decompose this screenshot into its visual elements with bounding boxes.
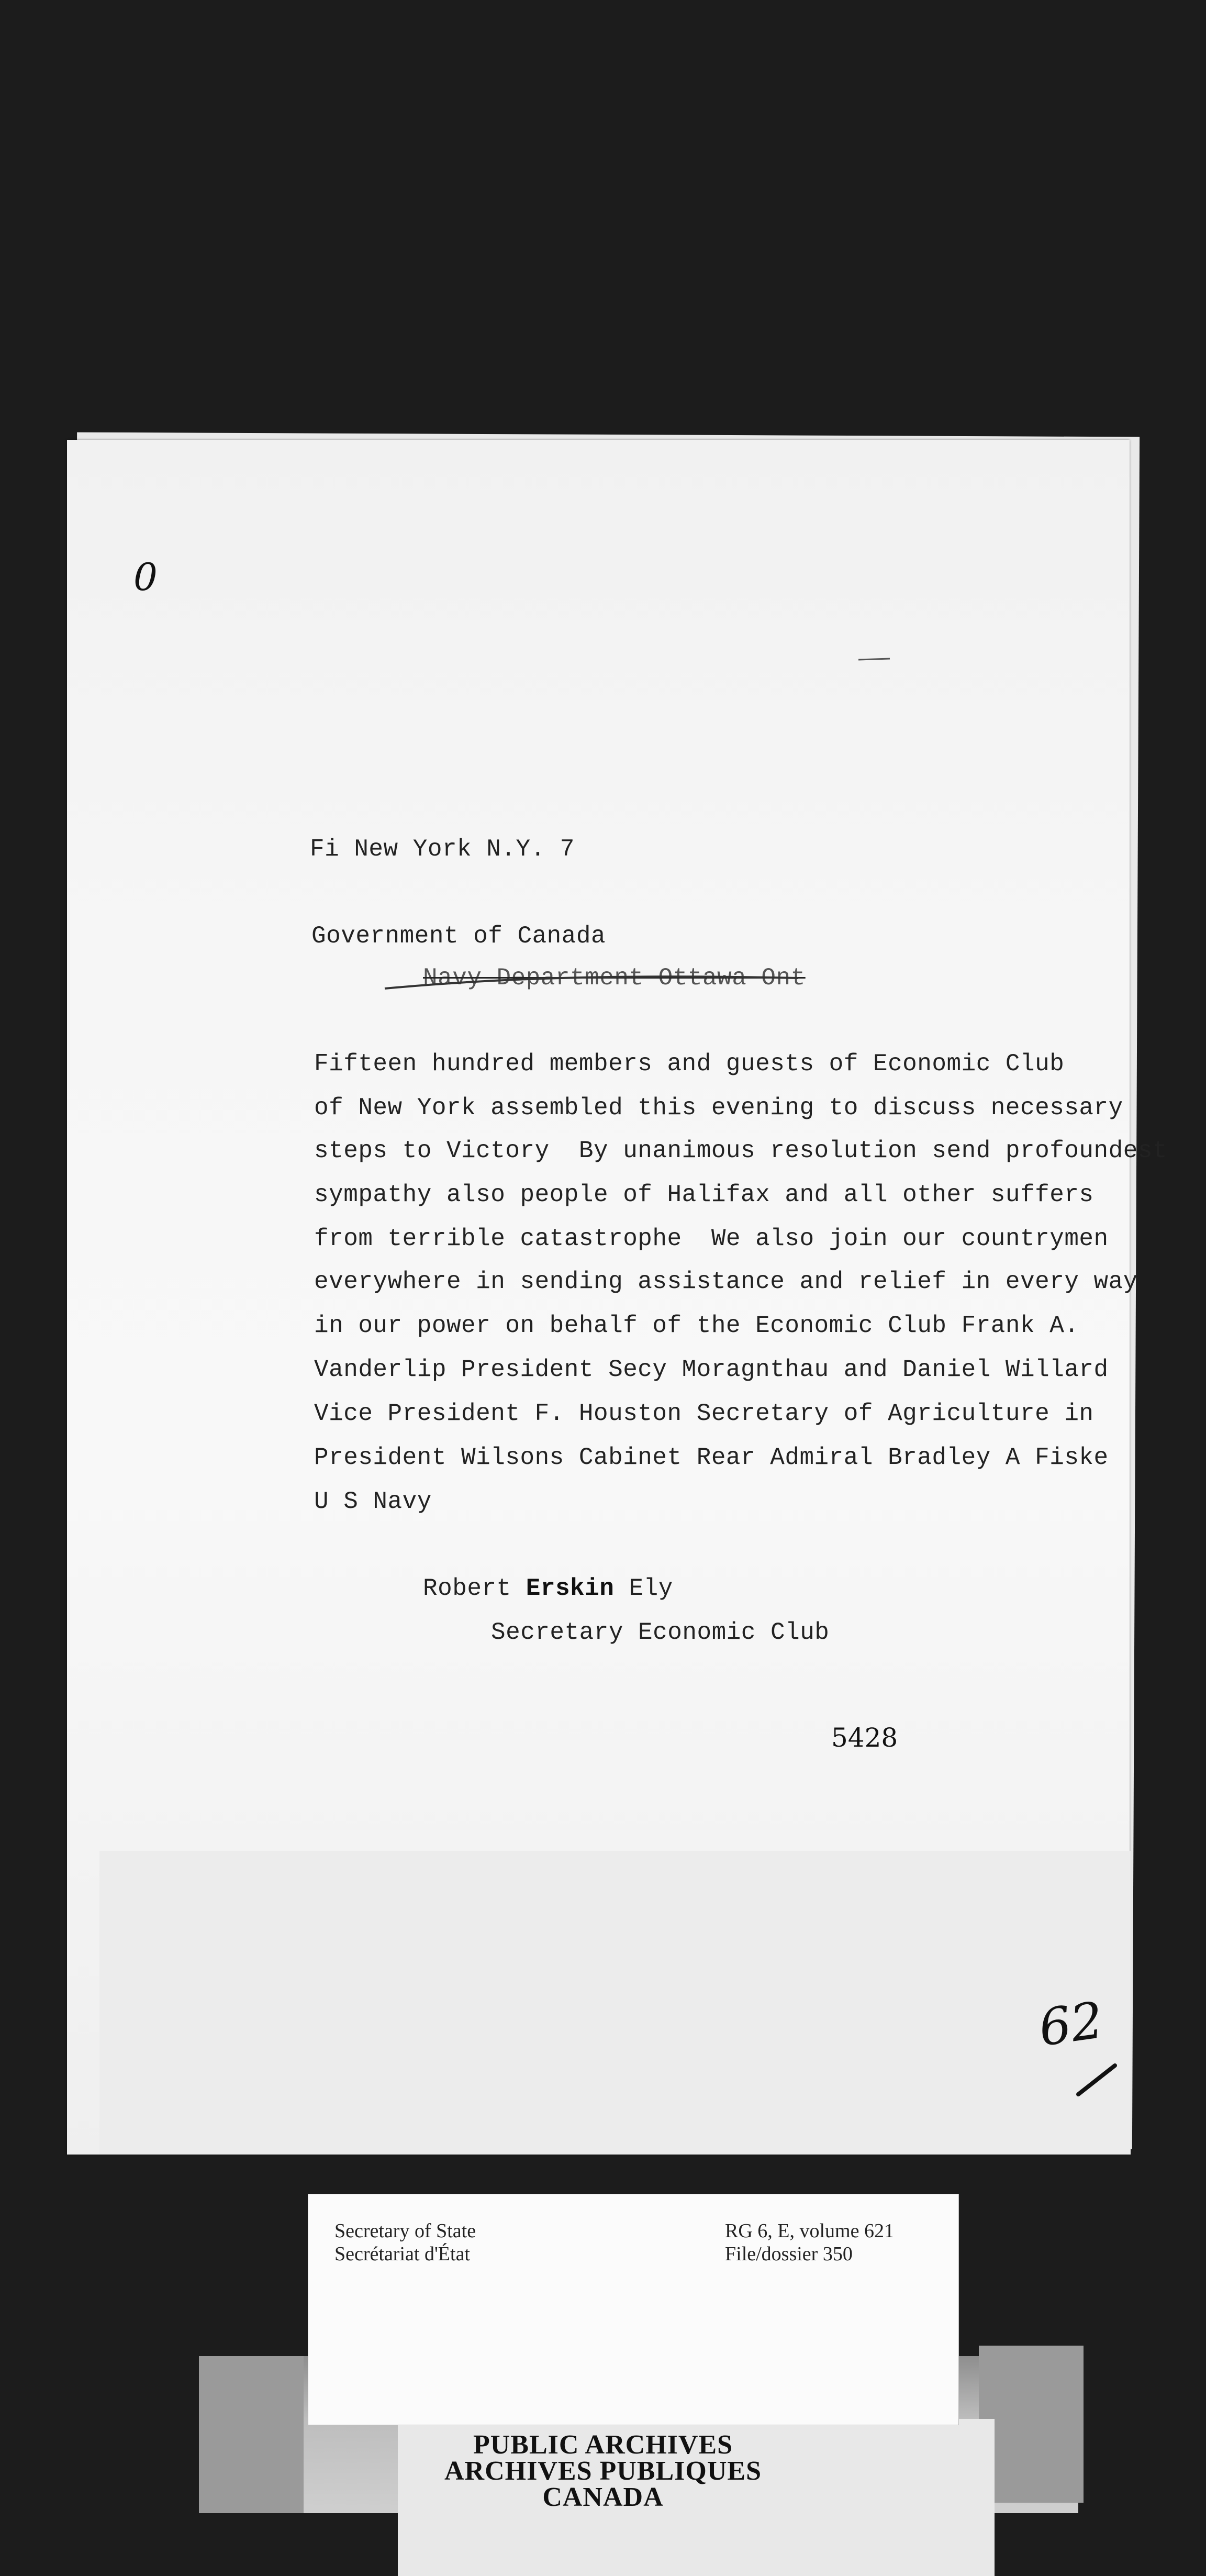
body-line-8: Vanderlip President Secy Moragnthau and Daniel Willard — [314, 1356, 1109, 1383]
reference-number: 5428 — [831, 1723, 898, 1753]
signature-last-name: Ely — [614, 1575, 673, 1602]
body-line-10: President Wilsons Cabinet Rear Admiral Bradley A Fiske — [314, 1444, 1109, 1471]
body-line-3: steps to Victory By unanimous resolution send profoundest — [314, 1137, 1168, 1164]
card-right-line-1: RG 6, E, volume 621 — [725, 2220, 894, 2242]
handwritten-mark: 0 — [133, 555, 158, 599]
body-line-6: everywhere in sending assistance and relief in every way — [314, 1268, 1138, 1295]
strike-through-scribble — [382, 963, 801, 995]
stamp-line-2: ARCHIVES PUBLIQUES — [444, 2456, 762, 2486]
signature-first-name: Robert — [423, 1575, 526, 1602]
body-line-1: Fifteen hundred members and guests of Economic Club — [314, 1050, 1065, 1078]
handwritten-tick-mark — [1073, 2058, 1120, 2100]
card-right-line-2: File/dossier 350 — [725, 2243, 853, 2265]
card-left-line-1: Secretary of State — [334, 2220, 476, 2242]
stamp-line-1: PUBLIC ARCHIVES — [473, 2430, 733, 2460]
body-line-4: sympathy also people of Halifax and all other suffers — [314, 1181, 1094, 1208]
body-line-11: U S Navy — [314, 1488, 432, 1515]
signature-title: Secretary Economic Club — [491, 1619, 830, 1646]
signature-middle-name: Erskin — [526, 1575, 615, 1602]
sheet-lower-shade — [99, 1851, 1131, 2155]
body-line-9: Vice President F. Houston Secretary of Agriculture in — [314, 1400, 1094, 1427]
pencil-dash — [858, 657, 895, 662]
card-left-line-2: Secrétariat d'État — [334, 2243, 470, 2265]
body-line-7: in our power on behalf of the Economic Club Frank A. — [314, 1312, 1079, 1339]
addressee-line: Government of Canada — [311, 923, 606, 950]
archive-reference-card — [308, 2194, 959, 2425]
stamp-line-3: CANADA — [542, 2482, 664, 2512]
handwritten-folio-number: 62 — [1035, 1991, 1107, 2058]
signature-name — [423, 1575, 673, 1602]
struck-addressee-line: Navy Department Ottawa Ont — [423, 964, 806, 992]
telegram-origin-line: Fi New York N.Y. 7 — [310, 836, 575, 863]
body-line-5: from terrible catastrophe We also join our countrymen — [314, 1225, 1109, 1252]
body-line-2: of New York assembled this evening to discuss necessary — [314, 1094, 1123, 1122]
